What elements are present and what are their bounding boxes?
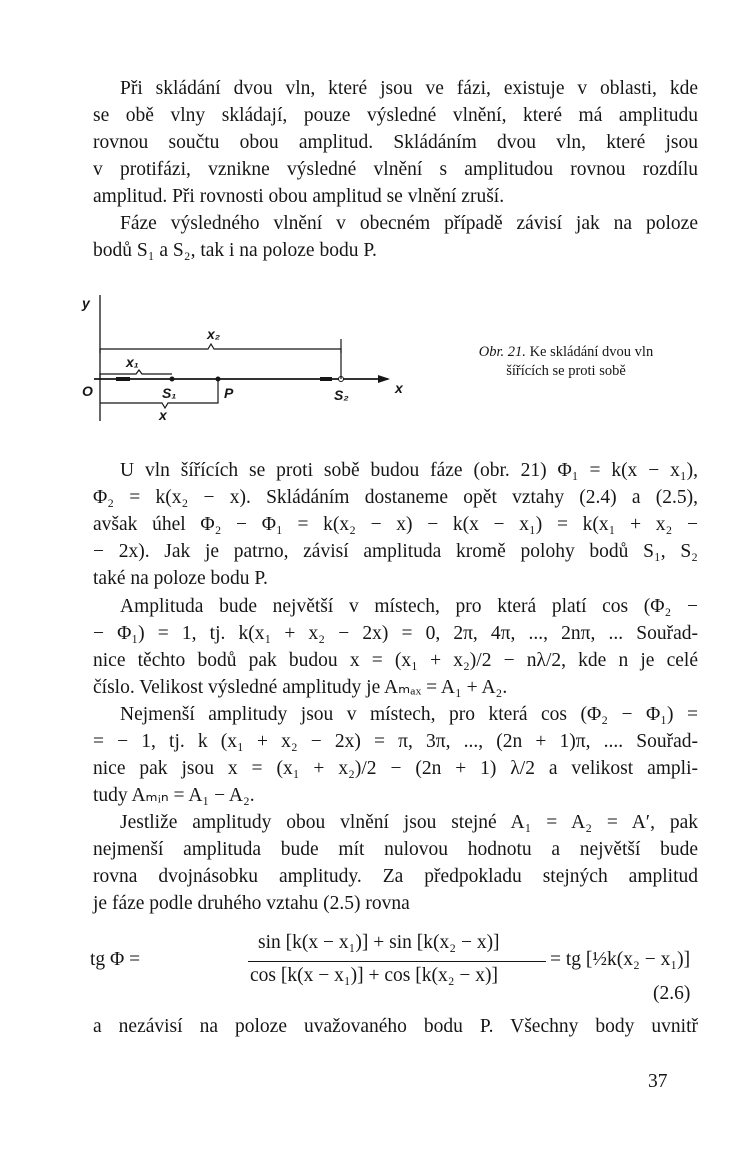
brace-x1 (100, 370, 172, 379)
fraction-bar (248, 961, 546, 962)
page-number: 37 (648, 1071, 668, 1092)
label-x1: x₁ (126, 354, 139, 370)
text-line: a nezávisí na poloze uvažovaného bodu P. Všechny body uvnitř (93, 1016, 698, 1037)
text-line: Nejmenší amplitudy jsou v místech, pro která cos (Φ₂ − Φ₁) = (120, 704, 698, 725)
text-line: Φ₂ = k(x₂ − x). Skládáním dostaneme opět vztahy (2.4) a (2.5), (93, 487, 698, 508)
brace-x (100, 379, 218, 408)
text-line: = − 1, tj. k (x₁ + x₂ − 2x) = π, 3π, ..., (2n + 1)π, .... Souřad- (93, 731, 698, 752)
text-line: − Φ₁) = 1, tj. k(x₁ + x₂ − 2x) = 0, 2π, 4π, ..., 2nπ, ... Souřad- (93, 623, 698, 644)
equation-numerator: sin [k(x − x₁)] + sin [k(x₂ − x)] (258, 932, 500, 953)
text-line: U vln šířících se proti sobě budou fáze (obr. 21) Φ₁ = k(x − x₁), (120, 460, 698, 481)
equation-rhs: = tg [½k(x₂ − x₁)] (550, 949, 691, 970)
label-s1: S₁ (162, 385, 177, 401)
label-origin: O (82, 383, 93, 399)
text-line: − 2x). Jak je patrno, závisí amplituda kromě polohy bodů S₁, S₂ (93, 541, 698, 562)
label-x-axis: x (395, 380, 403, 396)
text-line: se obě vlny skládají, pouze výsledné vlnění, které má amplitudu (93, 105, 698, 126)
text-line: avšak úhel Φ₂ − Φ₁ = k(x₂ − x) − k(x − x₁) = k(x₁ + x₂ − (93, 514, 698, 535)
brace-x2 (100, 344, 341, 353)
x-axis-arrow-icon (378, 375, 390, 383)
point-s1 (170, 377, 175, 382)
label-x2: x₂ (207, 326, 221, 342)
text-line: amplitud. Při rovnosti obou amplitud se vlnění zruší. (93, 186, 505, 207)
label-x: x (159, 407, 167, 423)
text-line: bodů S₁ a S₂, tak i na poloze bodu P. (93, 240, 377, 261)
text-line: nice pak jsou x = (x₁ + x₂)/2 − (2n + 1) λ/2 a velikost ampli- (93, 758, 698, 779)
wave-arrow (320, 377, 332, 381)
equation-lhs: tg Φ = (90, 949, 141, 970)
text-line: Při skládání dvou vln, které jsou ve fázi, existuje v oblasti, kde (120, 78, 698, 99)
text-line: nejmenší amplituda bude mít nulovou hodnotu a největší bude (93, 839, 698, 860)
text-line: Jestliže amplitudy obou vlnění jsou stejné A₁ = A₂ = A′, pak (120, 812, 698, 833)
equation-2-6 (88, 925, 708, 1010)
text-line: v protifázi, vznikne výsledné vlnění s amplitudou rovnou rozdílu (93, 159, 698, 180)
text-line: Amplituda bude největší v místech, pro která platí cos (Φ₂ − (120, 596, 698, 617)
figure-caption (426, 343, 706, 381)
equation-denominator: cos [k(x − x₁)] + cos [k(x₂ − x)] (250, 965, 499, 986)
text-line: Fáze výsledného vlnění v obecném případě závisí jak na poloze (120, 213, 698, 234)
caption-line1: Ke skládání dvou vln (529, 344, 654, 360)
label-s2: S₂ (334, 387, 349, 403)
text-line: rovnou součtu obou amplitud. Skládáním dvou vln, které jsou (93, 132, 698, 153)
equation-number: (2.6) (653, 983, 691, 1004)
figure-number: Obr. 21. (478, 344, 526, 360)
caption-line2: šířících se proti sobě (506, 363, 626, 379)
text-line: je fáze podle druhého vztahu (2.5) rovna (93, 893, 410, 914)
label-p: P (224, 385, 234, 401)
text-line: tudy Aₘᵢₙ = A₁ − A₂. (93, 785, 255, 806)
wave-arrow (116, 377, 130, 381)
text-line: číslo. Velikost výsledné amplitudy je Aₘₐₓ = A₁ + A₂. (93, 677, 508, 698)
label-y: y (82, 295, 90, 311)
text-line: také na poloze bodu P. (93, 568, 268, 589)
wave-diagram (70, 283, 403, 423)
text-line: nice těchto bodů pak budou x = (x₁ + x₂)/2 − nλ/2, kde n je celé (93, 650, 698, 671)
text-line: rovna dvojnásobku amplitudy. Za předpokladu stejných amplitud (93, 866, 698, 887)
